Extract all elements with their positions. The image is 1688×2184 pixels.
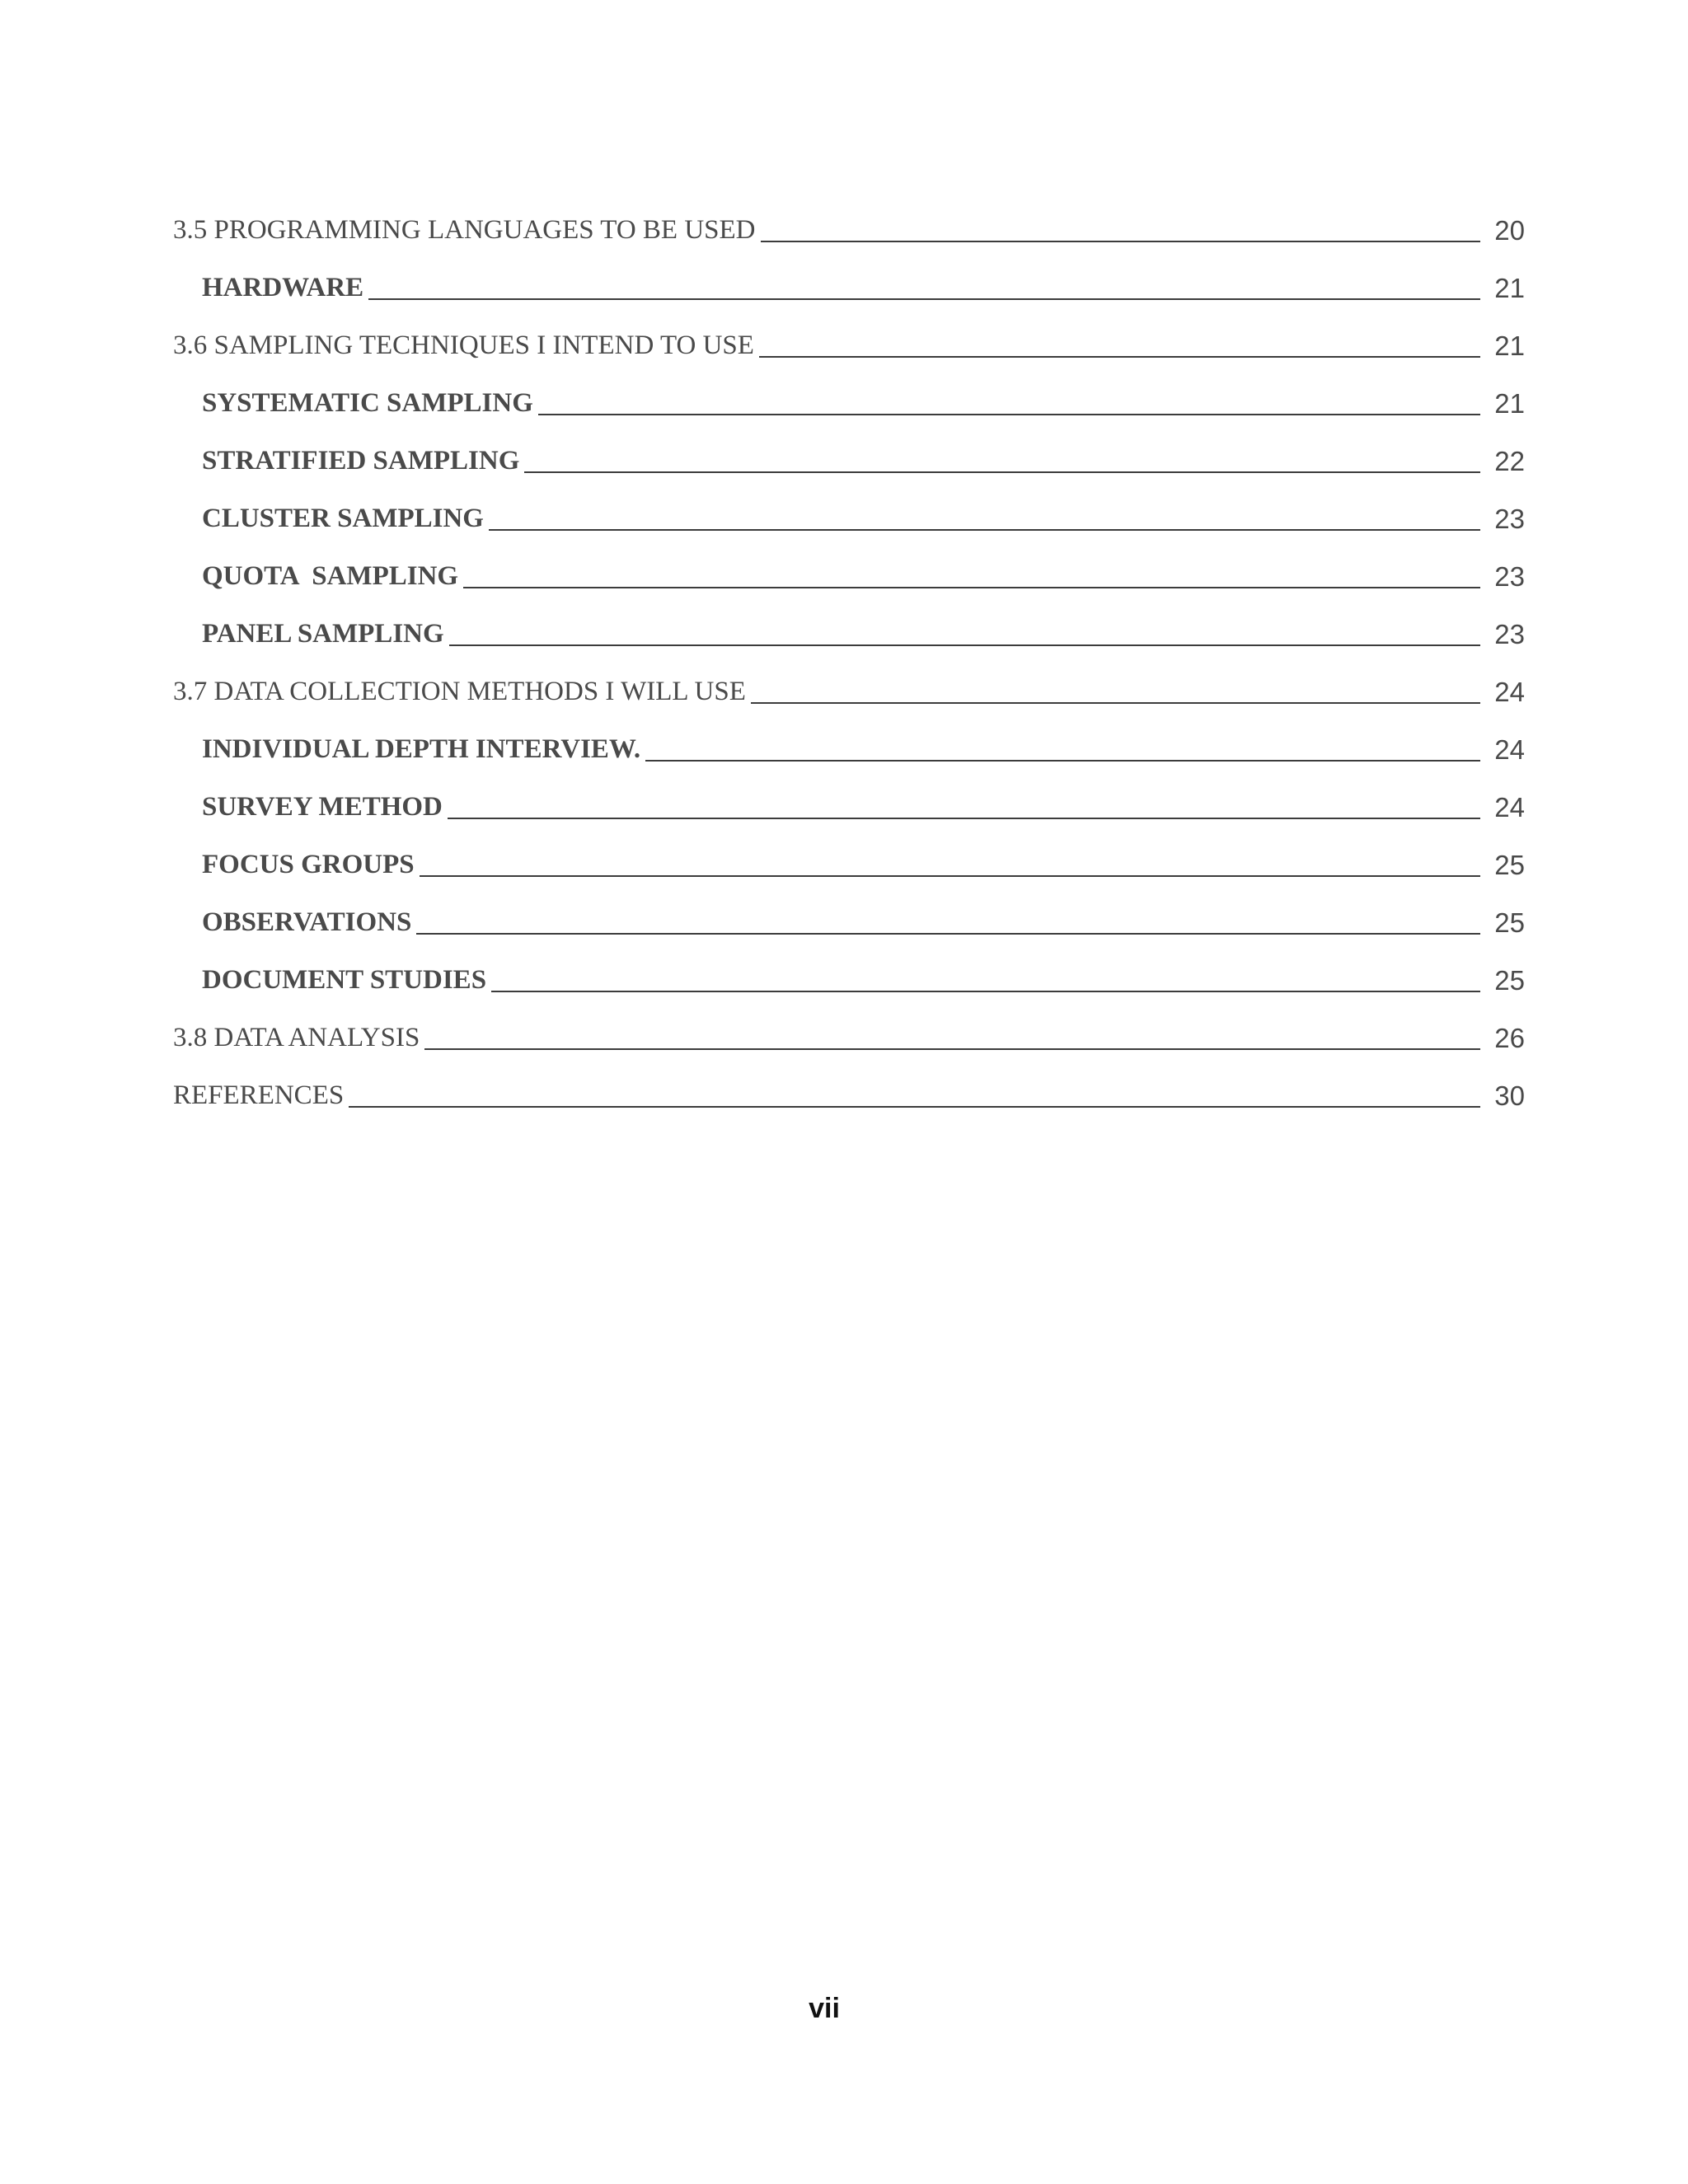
toc-entry-title: HARDWARE — [202, 273, 364, 302]
toc-entry-page: 20 — [1494, 215, 1525, 246]
toc-entry-title: STRATIFIED SAMPLING — [202, 446, 520, 476]
toc-leader-line — [645, 760, 1480, 762]
toc-entry[interactable] — [173, 938, 1525, 996]
toc-entry-page: 21 — [1494, 330, 1525, 361]
toc-entry-title: 3.8 DATA ANALYSIS — [173, 1023, 420, 1052]
toc-entry-page: 21 — [1494, 273, 1525, 303]
toc-entry-page: 21 — [1494, 388, 1525, 419]
toc-entry-title: OBSERVATIONS — [202, 907, 412, 937]
toc-entry[interactable] — [173, 1053, 1525, 1111]
toc-entry-page: 23 — [1494, 561, 1525, 592]
toc-entry[interactable] — [173, 765, 1525, 823]
toc-leader-line — [416, 933, 1480, 935]
toc-leader-line — [368, 298, 1480, 300]
toc-entry-title: FOCUS GROUPS — [202, 850, 415, 879]
toc-leader-line — [448, 818, 1480, 819]
toc-entry-title: 3.7 DATA COLLECTION METHODS I WILL USE — [173, 677, 746, 706]
toc-entry-page: 25 — [1494, 907, 1525, 938]
toc-entry-title: REFERENCES — [173, 1080, 345, 1110]
toc-entry[interactable] — [173, 649, 1525, 707]
toc-entry-title: SYSTEMATIC SAMPLING — [202, 388, 533, 418]
toc-leader-line — [761, 241, 1480, 242]
toc-leader-line — [759, 356, 1480, 358]
toc-entry-page: 26 — [1494, 1023, 1525, 1053]
toc-leader-line — [751, 702, 1480, 704]
toc-leader-line — [491, 991, 1480, 992]
toc-entry[interactable] — [173, 476, 1525, 534]
toc-entry-page: 23 — [1494, 504, 1525, 534]
toc-entry-page: 30 — [1494, 1080, 1525, 1111]
toc-leader-line — [489, 529, 1480, 531]
toc-entry-title: DOCUMENT STUDIES — [202, 965, 487, 995]
toc-leader-line — [463, 587, 1480, 588]
toc-entry-title: PANEL SAMPLING — [202, 619, 444, 649]
toc-entry[interactable] — [173, 707, 1525, 765]
toc-leader-line — [420, 875, 1480, 877]
toc-leader-line — [538, 414, 1480, 415]
toc-entry[interactable] — [173, 246, 1525, 303]
toc-leader-line — [524, 471, 1480, 473]
toc-entry[interactable] — [173, 188, 1525, 246]
toc-entry-title: CLUSTER SAMPLING — [202, 504, 484, 533]
toc-entry[interactable] — [173, 996, 1525, 1053]
toc-entry[interactable] — [173, 592, 1525, 649]
toc-entry-title: QUOTA SAMPLING — [202, 561, 459, 591]
toc-entry-page: 22 — [1494, 446, 1525, 476]
toc-entry-page: 25 — [1494, 965, 1525, 996]
toc-leader-line — [349, 1106, 1480, 1108]
toc-entry[interactable] — [173, 419, 1525, 476]
toc-entry[interactable] — [173, 880, 1525, 938]
toc-entry[interactable] — [173, 534, 1525, 592]
toc-leader-line — [424, 1048, 1480, 1050]
toc-entry[interactable] — [173, 303, 1525, 361]
toc-entry[interactable] — [173, 361, 1525, 419]
page-number: vii — [809, 1993, 840, 2024]
toc-entry-page: 24 — [1494, 677, 1525, 707]
toc-entry-page: 23 — [1494, 619, 1525, 649]
toc-leader-line — [449, 644, 1480, 646]
table-of-contents — [173, 188, 1525, 1111]
toc-entry[interactable] — [173, 823, 1525, 880]
toc-entry-title: 3.5 PROGRAMMING LANGUAGES TO BE USED — [173, 215, 756, 245]
toc-entry-title: 3.6 SAMPLING TECHNIQUES I INTEND TO USE — [173, 330, 754, 360]
toc-entry-page: 24 — [1494, 792, 1525, 823]
toc-entry-title: SURVEY METHOD — [202, 792, 443, 822]
toc-entry-page: 25 — [1494, 850, 1525, 880]
toc-entry-title: INDIVIDUAL DEPTH INTERVIEW. — [202, 734, 641, 764]
toc-entry-page: 24 — [1494, 734, 1525, 765]
